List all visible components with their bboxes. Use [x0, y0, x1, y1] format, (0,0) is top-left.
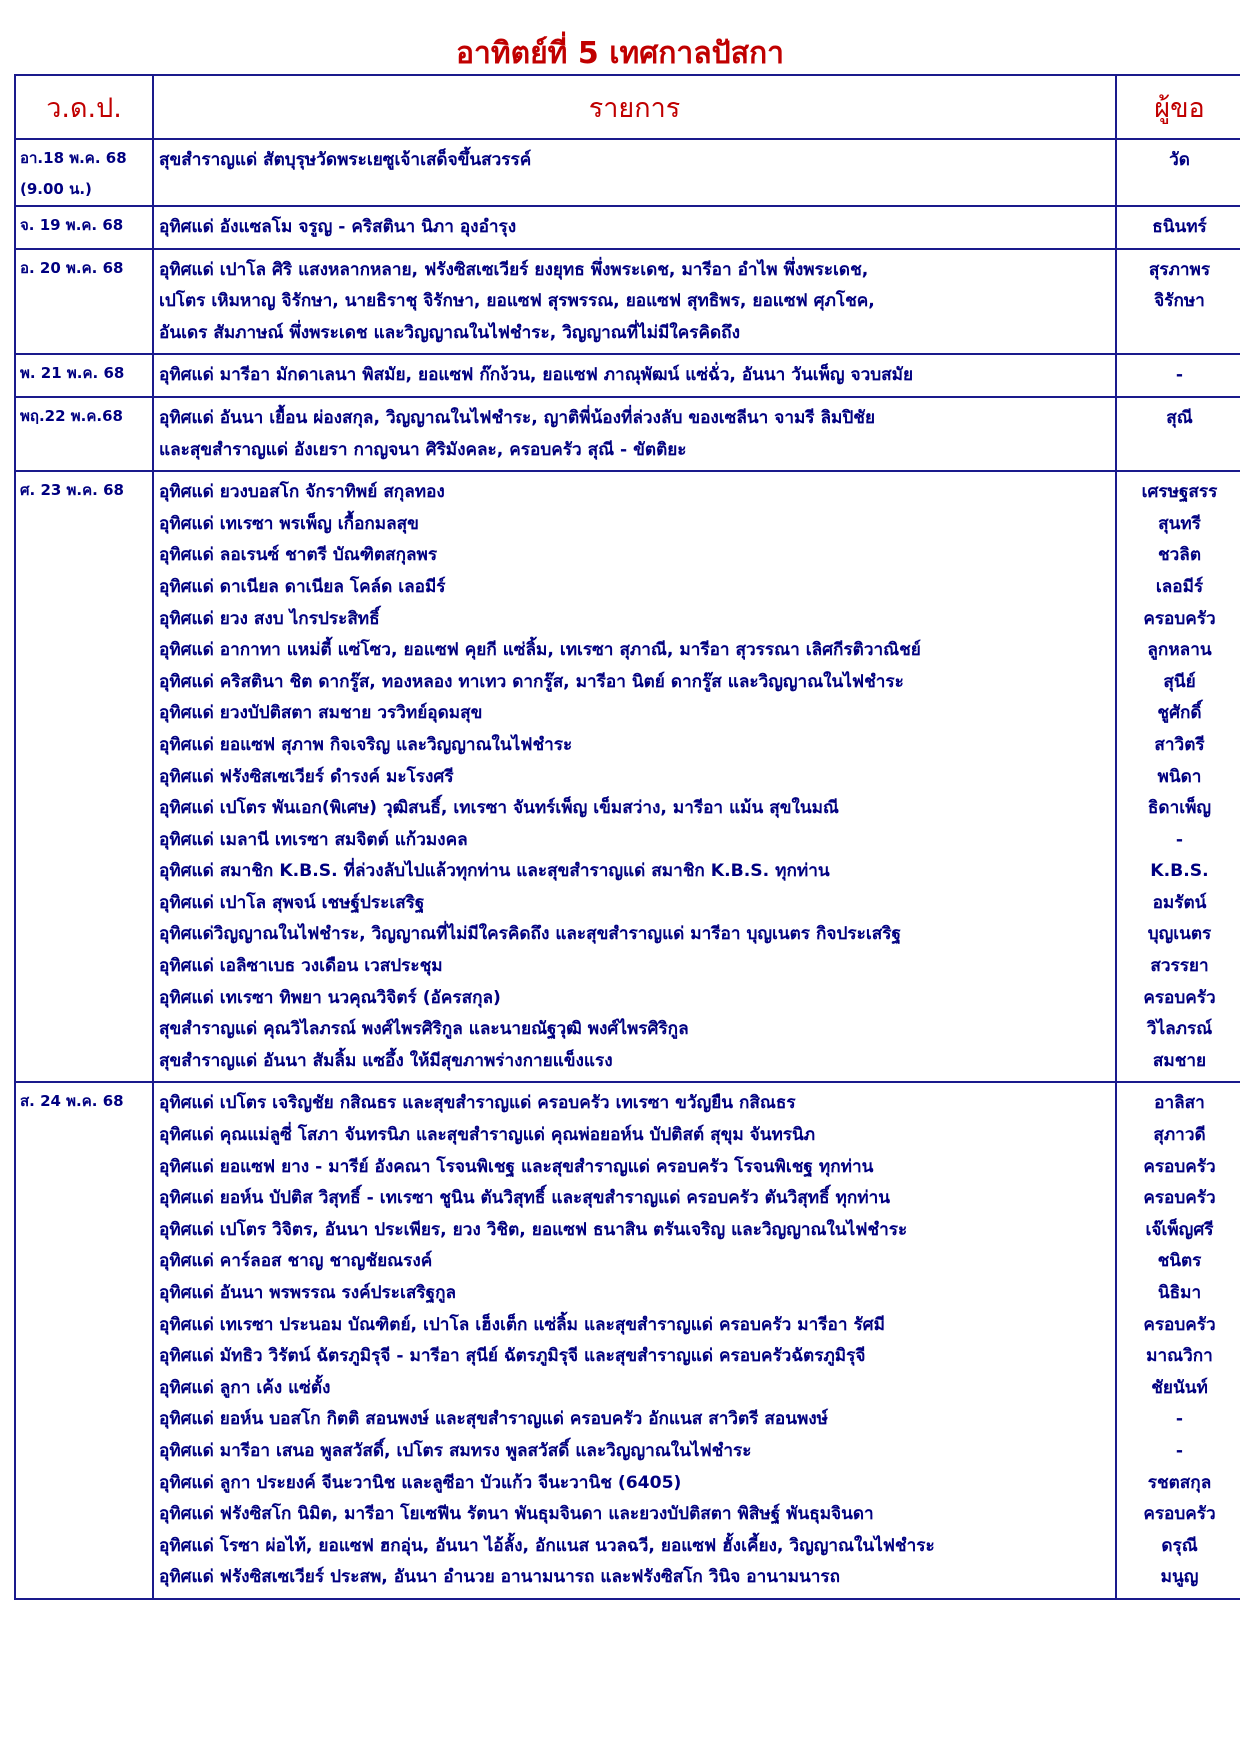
intention-line: อุทิศแด่ ลูกา เค้ง แซ่ตั้ง	[159, 1377, 331, 1398]
intention-line: อุทิศแด่ อันนา เยื้อน ผ่องสกุล, วิญญาณในไฟชำระ, ญาติพี่น้องที่ล่วงลับ ของเซลีนา จามรี ลิมปิชัย	[159, 407, 876, 428]
requester-name: -	[1175, 829, 1184, 850]
intention-line: อุทิศแด่ ฟรังซิสเซเวียร์ ดำรงค์ มะโรงศรี	[159, 766, 454, 787]
requester-name: ครอบครัว	[1143, 1188, 1216, 1209]
mass-intentions-table	[14, 74, 1240, 1600]
intention-cell	[153, 206, 1116, 249]
requester-cell	[1116, 354, 1240, 397]
requester-name: อมรัตน์	[1152, 892, 1207, 913]
intention-line: อุทิศแด่ อังแซลโม จรูญ - คริสตินา นิภา อุงอำรุง	[159, 217, 517, 237]
intention-line: อุทิศแด่ มารีอา เสนอ พูลสวัสดิ์, เปโตร สมทรง พูลสวัสดิ์ และวิญญาณในไฟชำระ	[159, 1440, 752, 1461]
intention-line: สุขสำราญแด่ อันนา สัมลิ้ม แซอึ้ง ให้มีสุขภาพร่างกายแข็งแรง	[159, 1050, 613, 1071]
date-cell	[15, 139, 153, 206]
table-row	[15, 139, 1240, 206]
requester-name: สมชาย	[1152, 1050, 1207, 1071]
requester-name: มาณวิกา	[1146, 1346, 1213, 1367]
requester-name: อาลิสา	[1154, 1093, 1205, 1114]
requester-name: มนูญ	[1160, 1567, 1199, 1588]
intention-line: อุทิศแด่ เทเรซา พรเพ็ญ เกื้อกมลสุข	[159, 513, 419, 534]
requester-name: สุนีย์	[1163, 671, 1196, 692]
intention-line: อุทิศแด่ สมาชิก K.B.S. ที่ล่วงลับไปแล้วทุกท่าน และสุขสำราญแด่ สมาชิก K.B.S. ทุกท่าน	[159, 861, 830, 882]
requester-name: ดรุณี	[1161, 1535, 1198, 1556]
intention-line: อุทิศแด่ เปาโล สุพจน์ เชษฐ์ประเสริฐ	[159, 892, 425, 913]
requester-name: ครอบครัว	[1143, 1504, 1216, 1525]
date-text: จ. 19 พ.ค. 68	[20, 216, 124, 234]
intention-line: อุทิศแด่ มารีอา มักดาเลนา พิสมัย, ยอแซฟ ก๊กง้วน, ยอแซฟ ภาณุพัฒน์ แซ่ฉั่ว, อันนา วันเพ็ญ จวบสมัย	[159, 365, 914, 386]
date-text: ศ. 23 พ.ค. 68	[20, 481, 124, 500]
intention-line: อุทิศแด่ เปโตร วิจิตร, อันนา ประเพียร, ยวง วิชิต, ยอแซฟ ธนาสิน ตรันเจริญ และวิญญาณในไฟชำระ	[159, 1219, 908, 1240]
intention-line: อุทิศแด่ เมลานี เทเรซา สมจิตต์ แก้วมงคล	[159, 829, 468, 850]
requester-cell	[1116, 471, 1240, 1082]
requester-name: เจ๊เพ็ญศรี	[1145, 1219, 1214, 1240]
date-text: พฤ.22 พ.ค.68	[20, 406, 123, 425]
intention-cell	[153, 139, 1116, 206]
intention-cell	[153, 471, 1116, 1082]
requester-name: ชูศักดิ์	[1157, 703, 1202, 724]
requester-cell	[1116, 206, 1240, 249]
requester-name: -	[1175, 1409, 1184, 1430]
requester-name: วิไลภรณ์	[1146, 1019, 1213, 1040]
intention-line: อุทิศแด่ คาร์ลอส ชาญ ชาญชัยณรงค์	[159, 1251, 433, 1272]
intention-line: อุทิศแด่ ยวงบอสโก จักราทิพย์ สกุลทอง	[159, 482, 445, 503]
intention-line: อุทิศแด่ ยอห์น บัปติส วิสุทธิ์ - เทเรซา ชูนิน ตันวิสุทธิ์ และสุขสำราญแด่ ครอบครัว ตันวิสุทธิ์ ทุกท่าน	[159, 1188, 890, 1209]
requester-cell	[1116, 139, 1240, 206]
intention-line: สุขสำราญแด่ คุณวิไลภรณ์ พงศ์ไพรศิริกูล และนายณัฐวุฒิ พงศ์ไพรศิริกูล	[159, 1019, 689, 1040]
requester-cell	[1116, 249, 1240, 355]
intention-line: อุทิศแด่วิญญาณในไฟชำระ, วิญญาณที่ไม่มีใครคิดถึง และสุขสำราญแด่ มารีอา บุญเนตร กิจประเสริฐ	[159, 924, 901, 945]
intention-cell	[153, 1082, 1116, 1599]
intention-line: อุทิศแด่ อากาทา แหม่ตี้ แซ่โซว, ยอแซฟ คุยกี แซ่ลิ้ม, เทเรซา สุภาณี, มารีอา สุวรรณา เลิศกีรติวาณิชย์	[159, 640, 921, 661]
intention-line: อุทิศแด่ ยอแซฟ ยาง - มารีย์ อังคณา โรจนพิเชฐ และสุขสำราญแด่ ครอบครัว โรจนพิเชฐ ทุกท่าน	[159, 1156, 874, 1177]
requester-name: ครอบครัว	[1143, 608, 1216, 629]
intention-line: อุทิศแด่ เทเรซา ประนอม บัณฑิตย์, เปาโล เฮ็งเต็ก แซ่ลิ้ม และสุขสำราญแด่ ครอบครัว มารีอา รัศมี	[159, 1314, 885, 1335]
requester-name: สุนทรี	[1158, 513, 1201, 534]
requester-cell	[1116, 1082, 1240, 1599]
intention-line: อุทิศแด่ ลูกา ประยงค์ จีนะวานิช และลูซีอา บัวแก้ว จีนะวานิช (6405)	[159, 1472, 682, 1493]
requester-name: สุภาวดี	[1153, 1125, 1206, 1146]
date-cell	[15, 249, 153, 355]
date-text: อา.18 พ.ค. 68	[20, 149, 127, 167]
intention-line: เปโตร เหิมหาญ จิรักษา, นายธิราชุ จิรักษา, ยอแซฟ สุรพรรณ, ยอแซฟ สุทธิพร, ยอแซฟ ศุภโชค,	[159, 291, 875, 312]
requester-name: เศรษฐสรร	[1141, 482, 1218, 503]
requester-name: สุรภาพร	[1148, 259, 1211, 280]
requester-name: สวรรยา	[1150, 956, 1209, 977]
intention-line: อุทิศแด่ ยอแซฟ สุภาพ กิจเจริญ และวิญญาณในไฟชำระ	[159, 734, 573, 755]
requester-name: รชตสกุล	[1147, 1472, 1212, 1493]
requester-name: ครอบครัว	[1143, 987, 1216, 1008]
date-text: พ. 21 พ.ค. 68	[20, 364, 125, 383]
requester-name: ชวลิต	[1157, 545, 1201, 566]
intention-line: อุทิศแด่ อันนา พรพรรณ รงค์ประเสริฐกูล	[159, 1283, 457, 1303]
intention-line: อุทิศแด่ มัทธิว วิรัตน์ ฉัตรภูมิรุจี - มารีอา สุนีย์ ฉัตรภูมิรุจี และสุขสำราญแด่ ครอบครัวฉัตรภูมิรุจี	[159, 1346, 866, 1367]
table-row	[15, 354, 1240, 397]
intention-line: อุทิศแด่ คุณแม่ลูซี่ โสภา จันทรนิภ และสุขสำราญแด่ คุณพ่อยอห์น บัปติสต์ สุขุม จันทรนิภ	[159, 1125, 816, 1146]
column-header-requester: ผู้ขอ	[1116, 75, 1240, 139]
intention-cell	[153, 397, 1116, 471]
page-title: อาทิตย์ที่ 5 เทศกาลปัสกา	[455, 36, 785, 71]
requester-name: ลูกหลาน	[1147, 640, 1212, 661]
intention-line: อุทิศแด่ ฟรังซิสโก นิมิต, มารีอา โยเซฟีน รัตนา พันธุมจินดา และยวงบัปติสตา พิสิษฐ์ พันธุมจินดา	[159, 1504, 874, 1525]
intention-cell	[153, 249, 1116, 355]
table-row	[15, 206, 1240, 249]
date-cell	[15, 471, 153, 1082]
requester-name: บุญเนตร	[1147, 924, 1212, 945]
requester-name: วัด	[1169, 150, 1190, 170]
intention-line: อันเดร สัมภาษณ์ พึ่งพระเดช และวิญญาณในไฟชำระ, วิญญาณที่ไม่มีใครคิดถึง	[159, 322, 740, 343]
date-cell	[15, 354, 153, 397]
requester-name: จิรักษา	[1154, 291, 1205, 312]
requester-name: ชนิตร	[1157, 1251, 1202, 1272]
requester-name: เลอมีร์	[1155, 576, 1204, 597]
intention-line: อุทิศแด่ เอลิซาเบธ วงเดือน เวสประชุม	[159, 956, 443, 977]
intention-cell	[153, 354, 1116, 397]
intention-line: อุทิศแด่ ดาเนียล ดาเนียล โคล์ด เลอมีร์	[159, 576, 446, 597]
intention-line: อุทิศแด่ ยอห์น บอสโก กิตติ สอนพงษ์ และสุขสำราญแด่ ครอบครัว อักแนส สาวิตรี สอนพงษ์	[159, 1409, 829, 1430]
requester-name: K.B.S.	[1150, 861, 1209, 882]
intention-line: สุขสำราญแด่ สัตบุรุษวัดพระเยซูเจ้าเสด็จขึ้นสวรรค์	[159, 150, 532, 170]
requester-name: ชัยนันท์	[1151, 1377, 1208, 1398]
requester-name: ครอบครัว	[1143, 1314, 1216, 1335]
intention-line: อุทิศแด่ เปาโล ศิริ แสงหลากหลาย, ฟรังซิสเซเวียร์ ยงยุทธ พึ่งพระเดช, มารีอา อำไพ พึ่งพระเดช,	[159, 259, 869, 280]
date-text: อ. 20 พ.ค. 68	[20, 258, 124, 277]
intention-line: อุทิศแด่ ลอเรนซ์ ชาตรี บัณฑิตสกุลพร	[159, 545, 438, 566]
table-row	[15, 471, 1240, 1082]
requester-name: -	[1175, 1440, 1184, 1461]
intention-line: อุทิศแด่ ยวง สงบ ไกรประสิทธิ์	[159, 608, 380, 629]
requester-name: นิธิมา	[1157, 1283, 1202, 1303]
date-cell	[15, 206, 153, 249]
intention-line: อุทิศแด่ เปโตร พันเอก(พิเศษ) วุฒิสนธิ์, เทเรซา จันทร์เพ็ญ เข็มสว่าง, มารีอา แม้น สุขในมณี	[159, 798, 839, 819]
table-header-row	[15, 75, 1240, 139]
date-text: (9.00 น.)	[20, 180, 92, 198]
requester-name: -	[1175, 365, 1184, 386]
intention-line: อุทิศแด่ เปโตร เจริญชัย กสิณธร และสุขสำราญแด่ ครอบครัว เทเรซา ขวัญยืน กสิณธร	[159, 1093, 796, 1114]
date-text: ส. 24 พ.ค. 68	[20, 1092, 124, 1111]
intention-line: อุทิศแด่ คริสตินา ชิต ดากรู๊ส, ทองหลอง ทาเทว ดากรู๊ส, มารีอา นิตย์ ดากรู๊ส และวิญญาณในไฟชำระ	[159, 671, 904, 692]
intention-line: อุทิศแด่ เทเรซา ทิพยา นวคุณวิจิตร์ (อัครสกุล)	[159, 987, 501, 1008]
requester-name: พนิดา	[1157, 766, 1202, 787]
requester-name: ธนินทร์	[1152, 217, 1207, 237]
intention-line: อุทิศแด่ ยวงบัปติสตา สมชาย วรวิทย์อุดมสุข	[159, 703, 483, 724]
column-header-items: รายการ	[153, 75, 1116, 139]
table-row	[15, 1082, 1240, 1599]
table-body	[15, 139, 1240, 1599]
requester-name: ธิดาเพ็ญ	[1147, 798, 1212, 819]
requester-name: สาวิตรี	[1154, 734, 1205, 755]
column-header-date: ว.ด.ป.	[15, 75, 153, 139]
requester-name: ครอบครัว	[1143, 1156, 1216, 1177]
intention-line: อุทิศแด่ ฟรังซิสเซเวียร์ ประสพ, อันนา อำนวย อานามนารถ และฟรังซิสโก วินิจ อานามนารถ	[159, 1567, 841, 1588]
requester-name: สุณี	[1166, 407, 1193, 428]
table-row	[15, 249, 1240, 355]
intention-line: อุทิศแด่ โรซา ผ่อไท้, ยอแซฟ ฮกอุ่น, อันนา ไอ้ลั้ง, อักแนส นวลฉวี, ยอแซฟ ฮั้งเคี้ยง, วิญญาณในไฟชำระ	[159, 1535, 935, 1556]
intention-line: และสุขสำราญแด่ อังเยรา กาญจนา ศิริมังคละ, ครอบครัว สุณี - ขัตติยะ	[159, 439, 687, 460]
date-cell	[15, 397, 153, 471]
date-cell	[15, 1082, 153, 1599]
table-row	[15, 397, 1240, 471]
requester-cell	[1116, 397, 1240, 471]
